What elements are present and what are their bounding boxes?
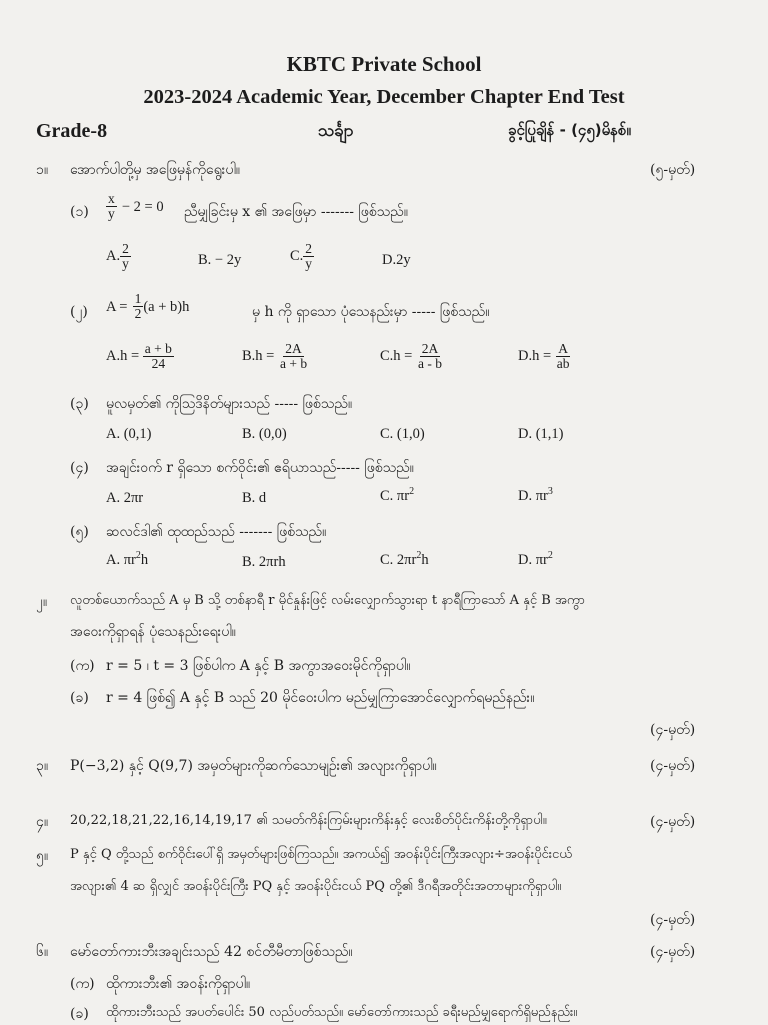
fraction-x-over-y: $\frac{x}{y}$ — [108, 191, 115, 222]
q1-sub3-option-a: A. (0,1) — [106, 426, 152, 442]
q1-sub3-text: မူလမှတ်၏ ကိုဩဒိနိတ်များသည် ----- ဖြစ်သည်။ — [106, 396, 353, 412]
q1-sub5-option-d: D. $\pi r^2$ — [518, 550, 553, 568]
q1-sub4-number: (၄) — [70, 460, 89, 476]
q1-sub2-option-c: C.h = $\frac{2A}{a - b}$ — [380, 341, 442, 372]
q2-line2: အဝေးကိုရှာရန် ပုံသေနည်းရေးပါ။ — [70, 624, 236, 640]
q1-sub3-number: (၃) — [70, 396, 89, 412]
q3-marks: (၄-မှတ်) — [650, 758, 696, 774]
q1-sub1-option-b: B. − 2y — [198, 252, 242, 268]
q2-b-number: (ခ) — [70, 690, 89, 706]
q1-number: ၁။ — [36, 162, 49, 178]
q4-marks: (၄-မှတ်) — [650, 814, 696, 830]
q5-line1: P နှင့် Q တို့သည် စက်ဝိုင်းပေါ်ရှိ အမှတ်များဖြစ်ကြသည်။ အကယ်၍ အဝန်းပိုင်းကြီးအလျား÷အဝန်းပိုင်းငယ် — [70, 847, 572, 862]
q6-number: ၆။ — [36, 944, 49, 960]
q1-sub1-option-a: A. $\frac{2}{y}$ — [106, 241, 129, 272]
q2-a-text: r = 5 ၊ t = 3 ဖြစ်ပါက A နှင့် B အကွာအဝေးမိုင်ကိုရှာပါ။ — [106, 658, 411, 674]
q1-sub2-formula: A = $\frac{1}{2}$ (a + b)h — [106, 291, 190, 322]
q1-sub1-option-c: C. $\frac{2}{y}$ — [290, 241, 313, 272]
q4-text: 20,22,18,21,22,16,14,19,17 ၏ သမတ်ကိန်းကြမ်းများကိန်းနှင့် လေးစိတ်ပိုင်းကိန်းတို့ကိုရှာပါ။ — [70, 813, 547, 828]
q6-a-number: (က) — [70, 976, 95, 992]
q1-marks: (၅-မှတ်) — [650, 162, 696, 178]
q2-b-text: r = 4 ဖြစ်၍ A နှင့် B သည် 20 မိုင်ဝေးပါက မည်မျှကြာအောင်လျှောက်ရမည်နည်း။ — [106, 690, 535, 706]
q1-sub3-option-b: B. (0,0) — [242, 426, 287, 442]
q2-number: ၂။ — [36, 594, 48, 610]
q3-number: ၃။ — [36, 758, 49, 774]
q1-sub5-option-a: A. $\pi r^2h$ — [106, 550, 149, 568]
q1-sub4-option-c: C. $\pi r^2$ — [380, 486, 415, 504]
q1-sub2-option-a: A.h = $\frac{a + b}{24}$ — [106, 341, 172, 372]
time-allowed: ခွင့်ပြုချိန် - (၄၅)မိနစ်။ — [508, 121, 631, 139]
q1-sub4-option-d: D. $\pi r^3$ — [518, 486, 553, 504]
q1-sub2-option-b: B.h = $\frac{2A}{a + b}$ — [242, 341, 308, 372]
q1-sub1-number: (၁) — [70, 204, 89, 220]
subject-label: သင်္ချာ — [318, 121, 354, 141]
q3-text: P(−3,2) နှင့် Q(9,7) အမှတ်များကိုဆက်သောမျဉ်း၏ အလျားကိုရှာပါ။ — [70, 758, 437, 774]
q1-sub3-option-c: C. (1,0) — [380, 426, 425, 442]
q1-text: အောက်ပါတို့မှ အဖြေမှန်ကိုရွေးပါ။ — [70, 162, 240, 178]
q1-sub1-equation: $\frac{x}{y}$ − 2 = 0 — [108, 191, 164, 222]
grade-label: Grade-8 — [36, 120, 108, 142]
q1-sub4-option-b: B. d — [242, 490, 267, 506]
q1-sub4-option-a: A. 2πr — [106, 490, 144, 506]
q6-a-text: ထိုကားဘီး၏ အဝန်းကိုရှာပါ။ — [106, 976, 251, 992]
q2-line1: လူတစ်ယောက်သည် A မှ B သို့ တစ်နာရီ r မိုင်နှုန်းဖြင့် လမ်းလျှောက်သွားရာ t နာရီကြာသော် A နှင့် B အကွာ — [70, 593, 585, 608]
q1-sub3-option-d: D. (1,1) — [518, 426, 564, 442]
q6-b-number: (ခ) — [70, 1006, 89, 1022]
q1-sub5-option-c: C. $2\pi r^2h$ — [380, 550, 429, 568]
test-title: 2023-2024 Academic Year, December Chapter End Test — [143, 86, 625, 108]
q1-sub2-text: မှ h ကို ရှာသော ပုံသေနည်းမှာ ----- ဖြစ်သည်။ — [252, 304, 490, 320]
q1-sub4-text: အချင်းဝက် r ရှိသော စက်ဝိုင်း၏ ဧရိယာသည်----- ဖြစ်သည်။ — [106, 460, 414, 476]
q5-number: ၅။ — [36, 848, 49, 864]
q5-line2: အလျား၏ 4 ဆ ရှိလျှင် အဝန်းပိုင်းကြီး PQ နှင့် အဝန်းပိုင်းငယ် PQ တို့၏ ဒီဂရီအတိုင်းအတာများကိုရှာပါ။ — [70, 879, 562, 894]
q6-marks: (၄-မှတ်) — [650, 944, 696, 960]
q1-sub1-text: ညီမျှခြင်းမှ x ၏ အဖြေမှာ ------- ဖြစ်သည်။ — [184, 204, 408, 220]
q4-number: ၄။ — [36, 814, 49, 830]
q2-marks: (၄-မှတ်) — [650, 722, 696, 738]
q1-sub5-option-b: B. 2πrh — [242, 554, 286, 570]
q5-marks: (၄-မှတ်) — [650, 912, 696, 928]
q1-sub5-number: (၅) — [70, 524, 89, 540]
q2-a-number: (က) — [70, 658, 95, 674]
q6-b-text: ထိုကားဘီးသည် အပတ်ပေါင်း 50 လည်ပတ်သည်။ မော်တော်ကားသည် ခရီးမည်မျှရောက်ရှိမည်နည်း။ — [106, 1005, 578, 1020]
q1-sub2-option-d: D.h = $\frac{A}{ab}$ — [518, 341, 570, 372]
q1-sub1-option-d: D.2y — [382, 252, 411, 268]
q1-sub2-number: (၂) — [70, 304, 88, 320]
q6-text: မော်တော်ကားဘီးအချင်းသည် 42 စင်တီမီတာဖြစ်သည်။ — [70, 944, 353, 960]
school-name: KBTC Private School — [286, 52, 482, 76]
q1-sub5-text: ဆလင်ဒါ၏ ထုထည်သည် ------- ဖြစ်သည်။ — [106, 524, 327, 540]
